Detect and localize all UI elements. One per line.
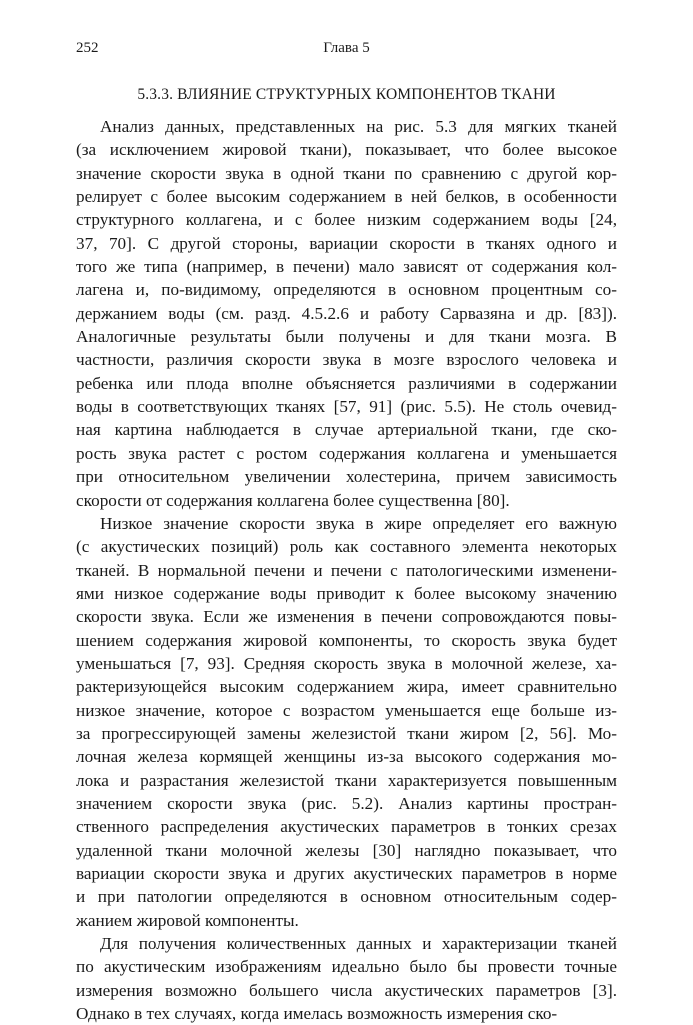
text-line: по акустическим изображениям идеально было бы провести точные <box>76 957 617 977</box>
text-line: 37, 70]. С другой стороны, вариации скорости в тканях одного и <box>76 233 617 253</box>
text-line: за прогрессирующей замены железистой ткани жиром [2, 56]. Мо- <box>76 723 617 743</box>
text-line: ребенка или плода вполне объясняется различиями в содержании <box>76 373 617 393</box>
text-line: Анализ данных, представленных на рис. 5.3 для мягких тканей <box>100 117 617 136</box>
text-line: Однако в тех случаях, когда имелась возможность измерения ско- <box>76 1004 558 1024</box>
text-line: (за исключением жировой ткани), показывает, что более высокое <box>76 140 617 160</box>
text-line: (с акустических позиций) роль как составного элемента некоторых <box>76 537 617 557</box>
text-line: держанием воды (см. разд. 4.5.2.6 и работу Сарвазяна и др. [83]). <box>76 303 617 323</box>
text-line: ями низкое содержание воды приводит к более высокому значению <box>76 583 617 603</box>
text-line: рость звука растет с ростом содержания коллагена и уменьшается <box>76 443 617 463</box>
text-line: частности, различия скорости звука в мозге взрослого человека и <box>76 350 617 370</box>
text-line: лагена и, по-видимому, определяются в основном процентным со- <box>76 280 617 300</box>
text-line: того же типа (например, в печени) мало зависят от содержания кол- <box>76 257 617 277</box>
text-line: ная картина наблюдается в случае артериальной ткани, где ско- <box>76 420 617 440</box>
text-line: воды в соответствующих тканях [57, 91] (рис. 5.5). Не столь очевид- <box>76 397 617 417</box>
text-line: жанием жировой компоненты. <box>76 910 299 930</box>
page-number: 252 <box>76 40 99 56</box>
text-line: шением содержания жировой компоненты, то скорость звука будет <box>76 630 617 650</box>
text-line: релирует с более высоким содержанием в ней белков, в особенности <box>76 187 617 207</box>
running-head <box>76 36 617 60</box>
text-line: тканей. В нормальной печени и печени с патологическими изменени- <box>76 560 617 580</box>
text-line: вариации скорости звука и других акустических параметров в норме <box>76 864 617 883</box>
text-line: значение скорости звука в одной ткани по сравнению с другой кор- <box>76 163 617 183</box>
chapter-title: Глава 5 <box>323 40 370 56</box>
text-line: Низкое значение скорости звука в жире определяет его важную <box>100 513 617 533</box>
text-line: при относительном увеличении холестерина, причем зависимость <box>76 467 617 487</box>
text-line: низкое значение, которое с возрастом уменьшается еще больше из- <box>76 700 617 720</box>
text-line: скорости звука. Если же изменения в печени сопровождаются повы- <box>76 607 617 627</box>
text-line: значением скорости звука (рис. 5.2). Анализ картины простран- <box>76 793 617 813</box>
text-line: Аналогичные результаты были получены и для ткани мозга. В <box>76 327 617 347</box>
section-title: 5.3.3. ВЛИЯНИЕ СТРУКТУРНЫХ КОМПОНЕНТОВ ТКАНИ <box>137 86 556 103</box>
text-line: рактеризующейся высоким содержанием жира, имеет сравнительно <box>76 677 617 697</box>
body-text <box>76 115 617 1025</box>
text-line: измерения возможно большего числа акустических параметров [3]. <box>76 980 617 1000</box>
text-line: лока и разрастания железистой ткани характеризуется повышенным <box>76 770 617 790</box>
text-line: уменьшаться [7, 93]. Средняя скорость звука в молочной железе, ха- <box>76 653 617 673</box>
text-line: лочная железа кормящей женщины из-за высокого содержания мо- <box>76 747 617 767</box>
text-line: Для получения количественных данных и характеризации тканей <box>100 934 617 954</box>
text-line: удаленной ткани молочной железы [30] наглядно показывает, что <box>76 840 617 860</box>
paragraph <box>76 115 617 512</box>
text-line: скорости от содержания коллагена более существенна [80]. <box>76 490 510 510</box>
paragraph <box>76 932 617 1025</box>
text-line: и при патологии определяются в основном относительным содер- <box>76 887 617 907</box>
paragraph <box>76 512 617 932</box>
text-line: ственного распределения акустических параметров в тонких срезах <box>76 817 617 837</box>
text-line: структурного коллагена, и с более низким содержанием воды [24, <box>76 210 617 230</box>
